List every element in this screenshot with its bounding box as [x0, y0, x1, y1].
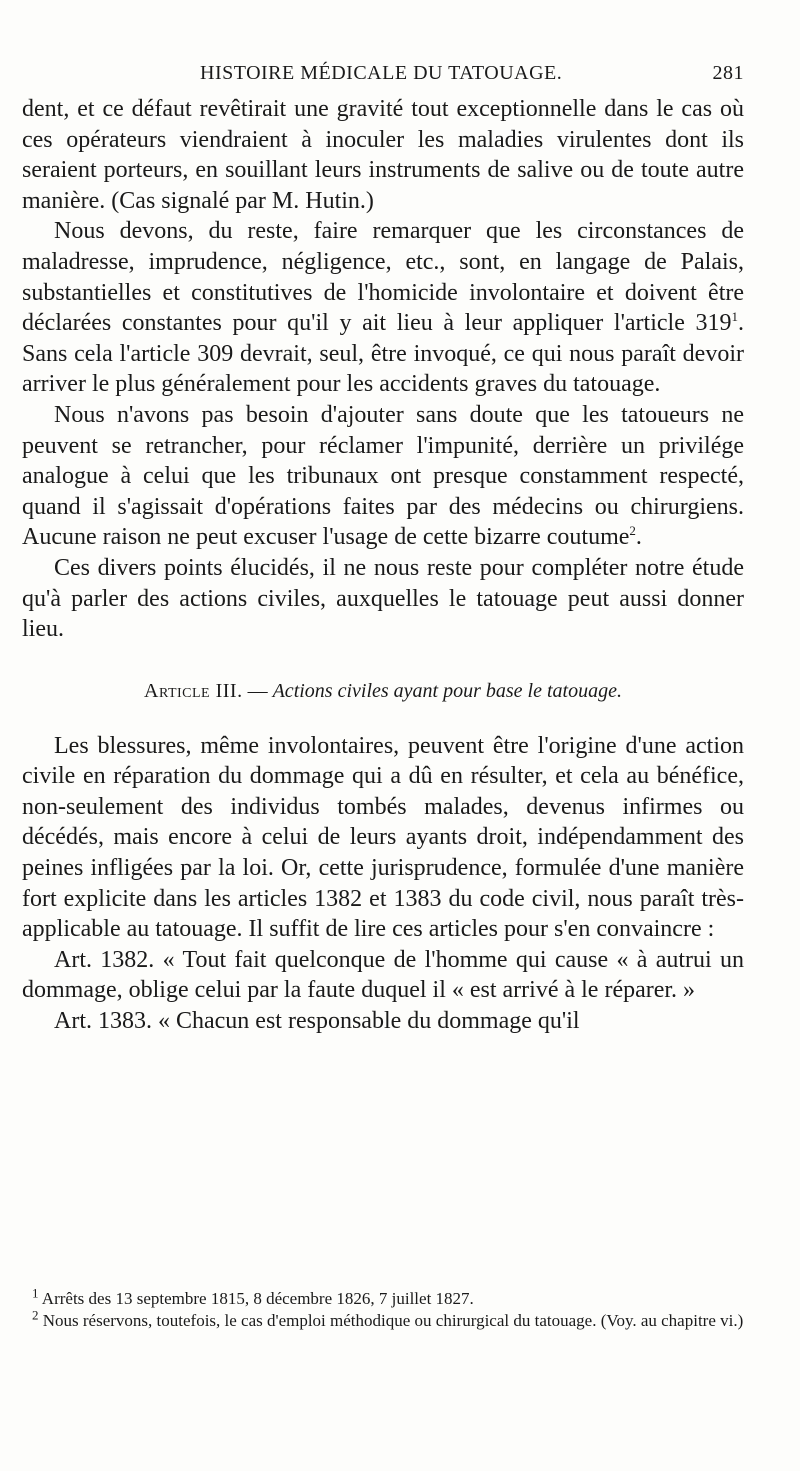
- footnote-mark: 2: [32, 1307, 39, 1323]
- footnote: [22, 1307, 744, 1332]
- section-heading: [22, 679, 744, 703]
- paragraph-continued: dent, et ce défaut revêtirait une gravité tout exceptionnelle dans le cas où ces opérateurs viendraient à inoculer les maladies virulentes dont ils seraient porteurs, en souillant leurs instruments de salive ou de toute autre manière. (Cas signalé par M. Hutin.): [22, 96, 744, 214]
- section-separator: —: [242, 679, 273, 702]
- footnote-reference: 1: [731, 309, 738, 325]
- section-title: Actions civiles ayant pour base le tatouage.: [272, 679, 622, 702]
- section-label: Article III.: [144, 679, 243, 702]
- footnotes: [22, 1285, 744, 1332]
- paragraph: Ces divers points élucidés, il ne nous reste pour compléter notre étude qu'à parler des actions civiles, auxquelles le tatouage peut aussi donner lieu.: [22, 554, 744, 643]
- footnote-mark: 1: [32, 1285, 39, 1301]
- paragraph: [22, 400, 744, 553]
- running-title: HISTOIRE MÉDICALE DU TATOUAGE.: [200, 62, 563, 84]
- running-header: [50, 62, 744, 92]
- paragraph-text: . Sans cela l'article 309 devrait, seul, être invoqué, ce qui nous paraît devoir arriver le plus généralement pour les accidents graves du tatouage.: [22, 310, 744, 398]
- body-text: [22, 94, 744, 1037]
- paragraph: [22, 216, 744, 400]
- law-quote: Art. 1383. « Chacun est responsable du dommage qu'il: [54, 1008, 580, 1035]
- footnote-text: Arrêts des 13 septembre 1815, 8 décembre 1826, 7 juillet 1827.: [38, 1289, 474, 1308]
- law-quote: Art. 1382. « Tout fait quelconque de l'homme qui cause « à autrui un dommage, oblige celui par la faute duquel il « est arrivé à le réparer. »: [22, 946, 744, 1004]
- paragraph-text: Nous n'avons pas besoin d'ajouter sans doute que les tatoueurs ne peuvent se retrancher, pour réclamer l'impunité, derrière un privilége analogue à celui que les tribunaux ont presque constamment respecté, quand il s'agissait d'opérations faites par des médecins ou chirurgiens. Aucune raison ne peut excuser l'usage de cette bizarre coutume: [22, 401, 744, 551]
- footnote: [22, 1285, 744, 1310]
- page-number: 281: [712, 62, 744, 84]
- paragraph-text: Nous devons, du reste, faire remarquer que les circonstances de maladresse, imprudence, négligence, etc., sont, en langage de Palais, substantielles et constitutives de l'homicide involontaire et doivent être déclarées constantes pour qu'il y ait lieu à leur appliquer l'article 319: [22, 218, 744, 337]
- paragraph-text: .: [635, 524, 642, 551]
- footnote-text: Nous réservons, toutefois, le cas d'emploi méthodique ou chirurgical du tatouage. (Voy. au chapitre vi.): [38, 1311, 744, 1330]
- footnote-reference: 2: [629, 523, 636, 539]
- paragraph: Les blessures, même involontaires, peuvent être l'origine d'une action civile en réparation du dommage qui a dû en résulter, et cela au bénéfice, non-seulement des individus tombés malades, devenus infirmes ou décédés, mais encore à celui de leurs ayants droit, indépendamment des peines infligées par la loi. Or, cette jurisprudence, formulée d'une manière fort explicite dans les articles 1382 et 1383 du code civil, nous paraît très-applicable au tatouage. Il suffit de lire ces articles pour s'en convaincre :: [22, 732, 744, 943]
